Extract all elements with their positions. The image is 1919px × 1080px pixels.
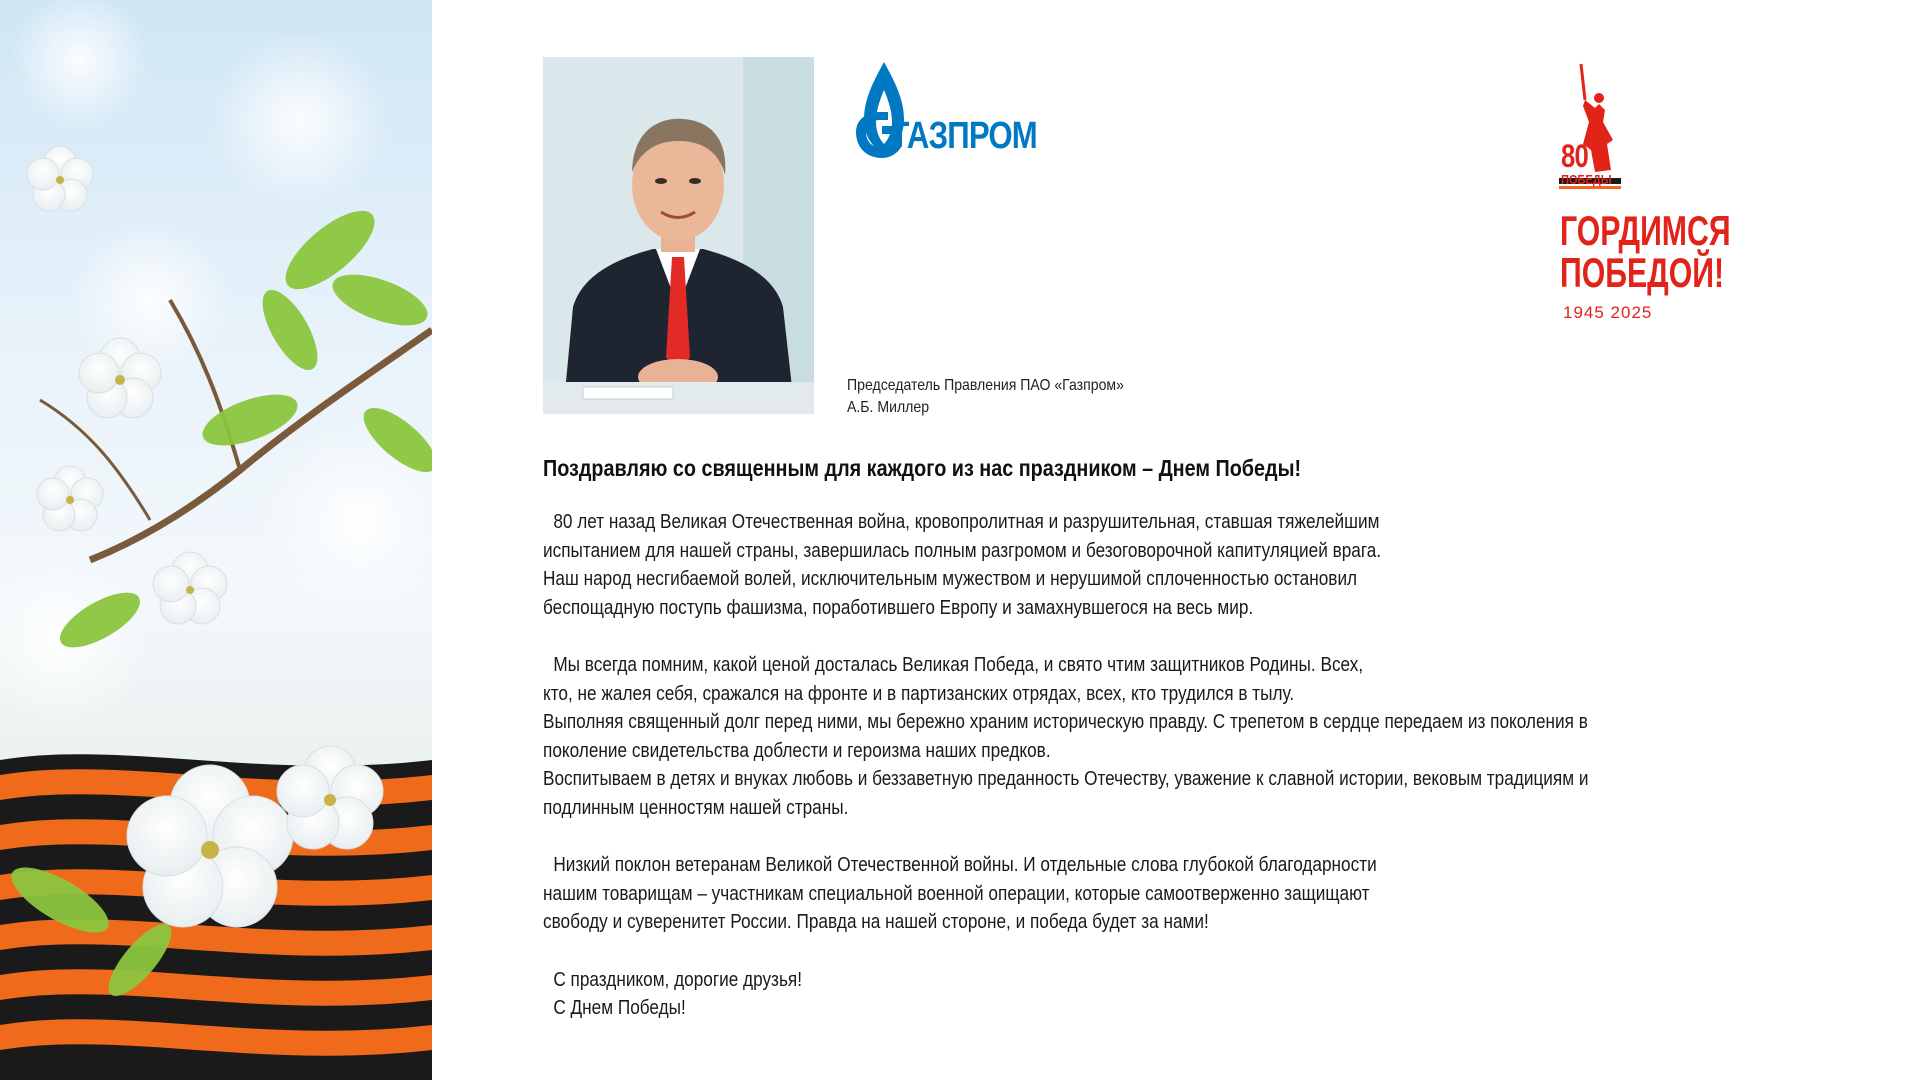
paragraph-line: испытанием для нашей страны, завершилась полным разгромом и безоговорочной капитуляцией врага. bbox=[543, 539, 1382, 562]
chairman-portrait bbox=[543, 57, 814, 414]
emblem-slogan bbox=[1560, 207, 1731, 296]
paragraph-line: 80 лет назад Великая Отечественная война, кровопролитная и разрушительная, ставшая тяжелейшим bbox=[553, 511, 1380, 533]
closing-line: С Днем Победы! bbox=[553, 997, 686, 1019]
emblem-slogan-line1: ГОРДИМСЯ bbox=[1560, 207, 1731, 254]
message-paragraph-1 bbox=[543, 508, 1873, 622]
gazprom-logo bbox=[850, 62, 1060, 162]
floral-side-panel bbox=[0, 0, 432, 1080]
paragraph-line: поколение свидетельства доблести и героизма наших предков. bbox=[543, 739, 1051, 762]
portrait-caption bbox=[847, 375, 1124, 419]
paragraph-line: Низкий поклон ветеранам Великой Отечественной войны. И отдельные слова глубокой благодарности bbox=[553, 854, 1377, 876]
message-heading: Поздравляю со священным для каждого из нас праздником – Днем Победы! bbox=[543, 455, 1302, 481]
message-paragraph-2 bbox=[543, 651, 1873, 822]
paragraph-line: кто, не жалея себя, сражался на фронте и в партизанских отрядах, всех, кто трудился в тылу. bbox=[543, 682, 1295, 705]
paragraph-line: беспощадную поступь фашизма, поработившего Европу и замахнувшегося на весь мир. bbox=[543, 596, 1254, 619]
paragraph-line: Мы всегда помним, какой ценой досталась Великая Победа, и свято чтим защитников Родины. Всех, bbox=[553, 654, 1364, 676]
message-paragraph-3 bbox=[543, 851, 1873, 937]
gazprom-wordmark: ГАЗПРОМ bbox=[892, 115, 1037, 157]
paragraph-line: подлинным ценностям нашей страны. bbox=[543, 796, 849, 819]
paragraph-line: Наш народ несгибаемой волей, исключительным мужеством и нерушимой сплоченностью остановил bbox=[543, 568, 1358, 590]
caption-position: Председатель Правления ПАО «Газпром» bbox=[847, 377, 1124, 394]
paragraph-line: Воспитываем в детях и внуках любовь и беззаветную преданность Отечеству, уважение к славной истории, вековым традициям и bbox=[543, 768, 1589, 790]
message-closing bbox=[543, 966, 1873, 1023]
victory-80-emblem bbox=[1555, 60, 1755, 340]
greeting-message bbox=[543, 455, 1873, 1052]
paragraph-line: нашим товарищам – участникам специальной военной операции, которые самоотверженно защищают bbox=[543, 882, 1370, 905]
emblem-slogan-line2: ПОБЕДОЙ! bbox=[1560, 249, 1725, 296]
paragraph-line: свободу и суверенитет России. Правда на нашей стороне, и победа будет за нами! bbox=[543, 911, 1209, 933]
caption-name: А.Б. Миллер bbox=[847, 399, 930, 416]
cherry-blossom-illustration bbox=[0, 0, 432, 1080]
emblem-subtitle: ПОБЕДЫ bbox=[1561, 172, 1612, 187]
closing-line: С праздником, дорогие друзья! bbox=[553, 968, 803, 991]
emblem-number: 80 bbox=[1561, 138, 1588, 174]
paragraph-line: Выполняя священный долг перед ними, мы бережно храним историческую правду. С трепетом в сердце передаем из поколения в bbox=[543, 711, 1588, 733]
emblem-years: 1945 2025 bbox=[1563, 303, 1653, 322]
portrait-illustration bbox=[543, 57, 814, 414]
